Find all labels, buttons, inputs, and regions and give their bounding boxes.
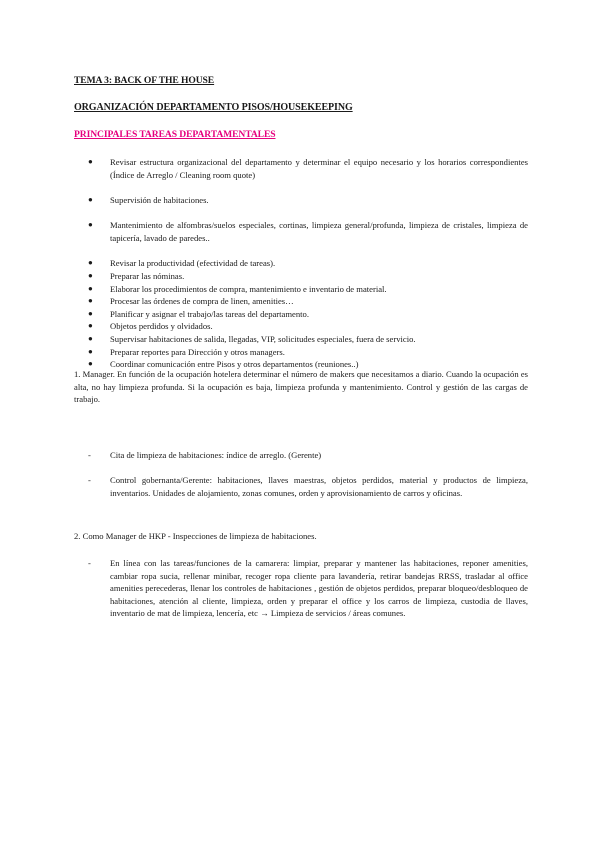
task-item: ● Preparar las nóminas. [88,270,185,281]
list-item: - Control gobernanta/Gerente: habitaciones, llaves maestras, objetos perdidos, material y productos de limpieza, inventarios. Unidades de alojamiento, zonas comunes, orden y aprovisionamiento de carros y oficinas. [88,475,528,498]
dash-icon: - [88,475,91,486]
bullet-icon: ● [88,333,93,343]
task-item: ● Planificar y asignar el trabajo/las tareas del departamento. [88,308,310,319]
section-heading: PRINCIPALES TAREAS DEPARTAMENTALES [74,129,276,140]
task-item: ● Revisar la productividad (efectividad de tareas). [88,258,276,269]
task-list [74,156,528,371]
document-subtitle: ORGANIZACIÓN DEPARTAMENTO PISOS/HOUSEKEEPING [74,102,353,113]
list-item: - En línea con las tareas/funciones de la camarera: limpiar, preparar y mantener las habitaciones, reponer amenities, cambiar ropa sucia, rellenar minibar, recoger ropa cliente para lavandería, retirar bandejas RRSS, trasladar al office amenities perecederas, llenar los controles de habitaciones , gestión de objetos perdidos, preparar bloqueo/desbloqueo de habitaciones, atención al cliente, limpieza, orden y preparar el office y los carros de limpieza, custodia de llaves, inventario de mat de limpieza, lencería, etc → Limpieza de servicios / áreas comunes. [88,558,528,619]
list-item: - Cita de limpieza de habitaciones: índice de arreglo. (Gerente) [88,450,322,460]
bullet-icon: ● [88,296,93,306]
point-1-paragraph: 1. Manager. En función de la ocupación hotelera determinar el número de makers que necesitamos a diario. Cuando la ocupación es alta, no hay limpieza profunda. Si la ocupación es baja, limpieza profunda y mantenimiento. Control y gestión de las cargas de trabajo. [74,369,528,405]
bullet-icon: ● [88,270,93,280]
task-item: ● Elaborar los procedimientos de compra, mantenimiento e inventario de material. [88,283,387,294]
bullet-icon: ● [88,308,93,318]
task-item: ● Mantenimiento de alfombras/suelos especiales, cortinas, limpieza general/profunda, limpieza de cristales, limpieza de tapicería, lavado de paredes.. [88,220,528,243]
point-2-paragraph: 2. Como Manager de HKP - Inspecciones de limpieza de habitaciones. [74,531,317,541]
bullet-icon: ● [88,321,93,331]
dash-icon: - [88,450,91,460]
point-1-list [74,449,528,500]
document-title: TEMA 3: BACK OF THE HOUSE [74,75,215,86]
task-item: ● Objetos perdidos y olvidados. [88,321,213,332]
task-item: ● Supervisión de habitaciones. [88,194,209,205]
task-item: ● Procesar las órdenes de compra de linen, amenities… [88,296,294,307]
task-item: ● Coordinar comunicación entre Pisos y otros departamentos (reuniones..) [88,359,359,370]
bullet-icon: ● [88,346,93,356]
task-item: ● Supervisar habitaciones de salida, llegadas, VIP, solicitudes especiales, fuera de servicio. [88,333,416,344]
task-item: ● Preparar reportes para Dirección y otros managers. [88,346,285,357]
bullet-icon: ● [88,359,93,369]
point-2-list [74,557,528,620]
dash-icon: - [88,558,91,568]
bullet-icon: ● [88,283,93,293]
bullet-icon: ● [88,157,93,166]
task-item: ● Revisar estructura organizacional del departamento y determinar el equipo necesario y los horarios correspondientes (Índice de Arreglo / Cleaning room quote) [88,157,528,180]
bullet-icon: ● [88,194,93,204]
bullet-icon: ● [88,220,93,230]
bullet-icon: ● [88,258,93,268]
